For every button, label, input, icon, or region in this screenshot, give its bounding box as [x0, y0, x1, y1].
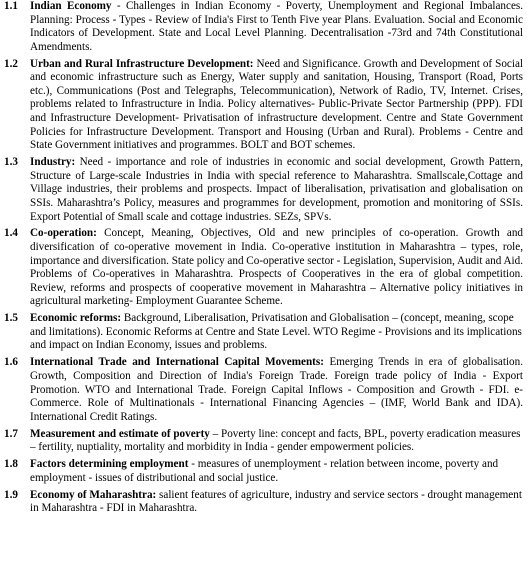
section-content	[30, 458, 523, 485]
section-content	[30, 227, 523, 309]
section-content	[30, 312, 523, 353]
section-separator: -	[111, 0, 126, 12]
section-number: 1.3	[4, 156, 18, 169]
section-number: 1.9	[4, 488, 18, 501]
section-content	[30, 428, 523, 455]
section-title: Factors determining employment	[30, 458, 189, 471]
section-content	[30, 356, 523, 424]
section-body: Need and Significance. Growth and Development of Social and economic infrastructure such as Energy, Water supply and sanitation, Housing, Transport (Road, Ports etc.), Communications (Post and Telegraphs, Telecommunication), Network of Radio, TV, Internet. Crises, problems related to Infrastructure in India. Policy alternatives- Public-Private Sector Partnership (PPP). FDI and Infrastructure Development- Privatisation of infrastructure development. Centre and State Government Policies for Infrastructure Development. Transport and Housing (Urban and Rural). Problems - Centre and State Government initiatives and programmes. BOLT and BOT schemes.	[30, 57, 523, 152]
section-number: 1.6	[4, 356, 18, 369]
section-1-8	[4, 458, 523, 485]
section-content	[30, 156, 523, 224]
section-1-5	[4, 312, 523, 353]
section-body: Background, Liberalisation, Privatisation and Globalisation – (concept, meaning, scope and limitations). Economic Reforms at Centre and State Level. WTO Regime - Provisions and its implications and impact on Indian Economy, issues and problems.	[30, 312, 522, 352]
section-number: 1.5	[4, 312, 18, 325]
section-content	[30, 58, 523, 153]
section-title: Urban and Rural Infrastructure Development:	[30, 57, 254, 70]
section-1-6	[4, 356, 523, 424]
section-title: Measurement and estimate of poverty	[30, 427, 210, 440]
section-title: Industry:	[30, 156, 76, 169]
section-body: salient features of agriculture, industry and service sectors - drought management in Maharashtra - FDI in Maharashtra.	[30, 488, 522, 515]
section-content	[30, 0, 523, 54]
section-body: Need - importance and role of industries in economic and social development, Growth Pattern, Structure of Large-scale Industries in India with special reference to Maharashtra. Smallscale,Cottage and Village industries, their problems and prospects. Impact of liberalisation, privatisation and globalisation on SSIs. Maharashtra’s Policy, measures and programmes for development, promotion and monitoring of SSIs. Export Potential of Small scale and cottage industries. SEZs, SPVs.	[30, 156, 523, 223]
section-1-7	[4, 428, 523, 455]
section-title: International Trade and International Capital Movements:	[30, 356, 324, 369]
section-number: 1.8	[4, 458, 18, 471]
section-title: Economy of Maharashtra:	[30, 488, 157, 501]
section-1-3	[4, 156, 523, 224]
section-separator: –	[209, 427, 222, 440]
section-1-2	[4, 58, 523, 153]
section-number: 1.1	[4, 0, 18, 12]
section-body: Emerging Trends in era of globalisation. Growth, Composition and Direction of India's Foreign Trade. Foreign trade policy of India - Export Promotion. WTO and International Trade. Foreign Capital Inflows - Composition and Growth - FDI. e-Commerce. Role of Multinationals - International Financing Agencies – (IMF, World Bank and IDA). International Credit Ratings.	[30, 356, 523, 423]
section-title: Co-operation:	[30, 227, 97, 240]
section-separator: -	[188, 458, 198, 471]
section-number: 1.2	[4, 57, 18, 70]
section-number: 1.4	[4, 227, 18, 240]
section-body: Concept, Meaning, Objectives, Old and new principles of co-operation. Growth and diversification of co-operative movement in India. Co-operative institution in Maharashtra – types, role, importance and diversification. State policy and Co-operative sector - Legislation, Supervision, Audit and Aid. Problems of Co-operatives in Maharashtra. Prospects of Cooperatives in the era of global competition. Review, reforms and prospects of cooperative movement in Maharashtra – Alternative policy initiatives in agricultural marketing- Employment Guarantee Scheme.	[30, 227, 523, 308]
section-1-4	[4, 227, 523, 309]
section-number: 1.7	[4, 427, 18, 440]
section-1-1	[4, 0, 523, 54]
section-body: Poverty line: concept and facts, BPL, poverty eradication measures – fertility, nuptiality, mortality and morbidity in India - gender empowerment policies.	[30, 427, 521, 454]
section-title: Indian Economy	[30, 0, 112, 12]
section-separator	[97, 227, 104, 239]
section-body: measures of unemployment - relation between income, poverty and employment - issues of distributional and social justice.	[30, 458, 499, 484]
section-content	[30, 489, 523, 516]
section-title: Economic reforms:	[30, 312, 122, 325]
section-1-9	[4, 489, 523, 516]
section-body: Challenges in Indian Economy - Poverty, Unemployment and Regional Imbalances. Planning: Process - Types - Review of India's First to Tenth Five year Plans. Evaluation. Social and Economic Indicators of Development. State and Local Level Planning. Decentralisation -73rd and 74th Constitutional Amendments.	[30, 0, 524, 53]
